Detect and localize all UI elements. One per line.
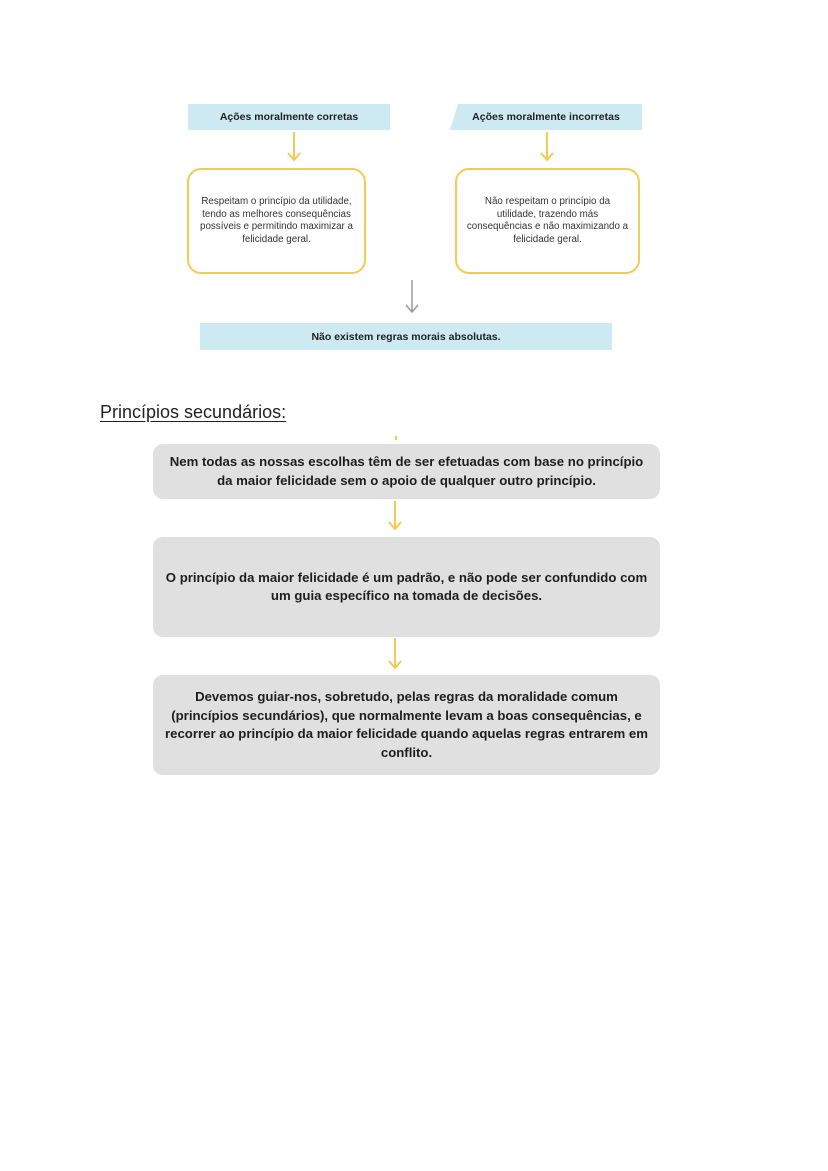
conclusion-box — [200, 323, 612, 350]
secondary-box-1-text: Nem todas as nossas escolhas têm de ser efetuadas com base no princípio da maior felicidade sem o apoio de qualquer outro princípio. — [169, 454, 644, 488]
header-correct-actions — [188, 104, 390, 130]
arrow-down-icon — [387, 501, 403, 531]
arrow-down-icon — [286, 132, 302, 162]
secondary-box-2-text: O princípio da maior felicidade é um padrão, e não pode ser confundido com um guia específico na tomada de decisões. — [165, 569, 648, 603]
arrow-tail-icon — [391, 436, 401, 442]
header-incorrect-label: Ações moralmente incorretas — [472, 111, 620, 123]
arrow-down-icon — [387, 638, 403, 670]
header-incorrect-actions — [450, 104, 642, 130]
arrow-down-icon — [404, 280, 420, 314]
secondary-box-1 — [153, 444, 660, 499]
secondary-box-2 — [153, 537, 660, 637]
header-correct-label: Ações moralmente corretas — [219, 111, 359, 123]
conclusion-text: Não existem regras morais absolutas. — [311, 330, 501, 343]
arrow-down-icon — [539, 132, 555, 162]
box-correct-description — [187, 168, 366, 274]
box-incorrect-description — [455, 168, 640, 274]
secondary-box-3-text: Devemos guiar-nos, sobretudo, pelas regras da moralidade comum (princípios secundários), que normalmente levam a boas consequências, e recorrer ao princípio da maior felicidade quando aquelas regras entrarem em conflito. — [165, 689, 648, 760]
box-correct-text: Respeitam o princípio da utilidade, tendo as melhores consequências possíveis e permitindo maximizar a felicidade geral. — [200, 196, 353, 245]
section-title: Princípios secundários: — [100, 402, 287, 422]
box-incorrect-text: Não respeitam o princípio da utilidade, trazendo más consequências e não maximizando a felicidade geral. — [466, 196, 629, 245]
secondary-box-3 — [153, 675, 660, 775]
